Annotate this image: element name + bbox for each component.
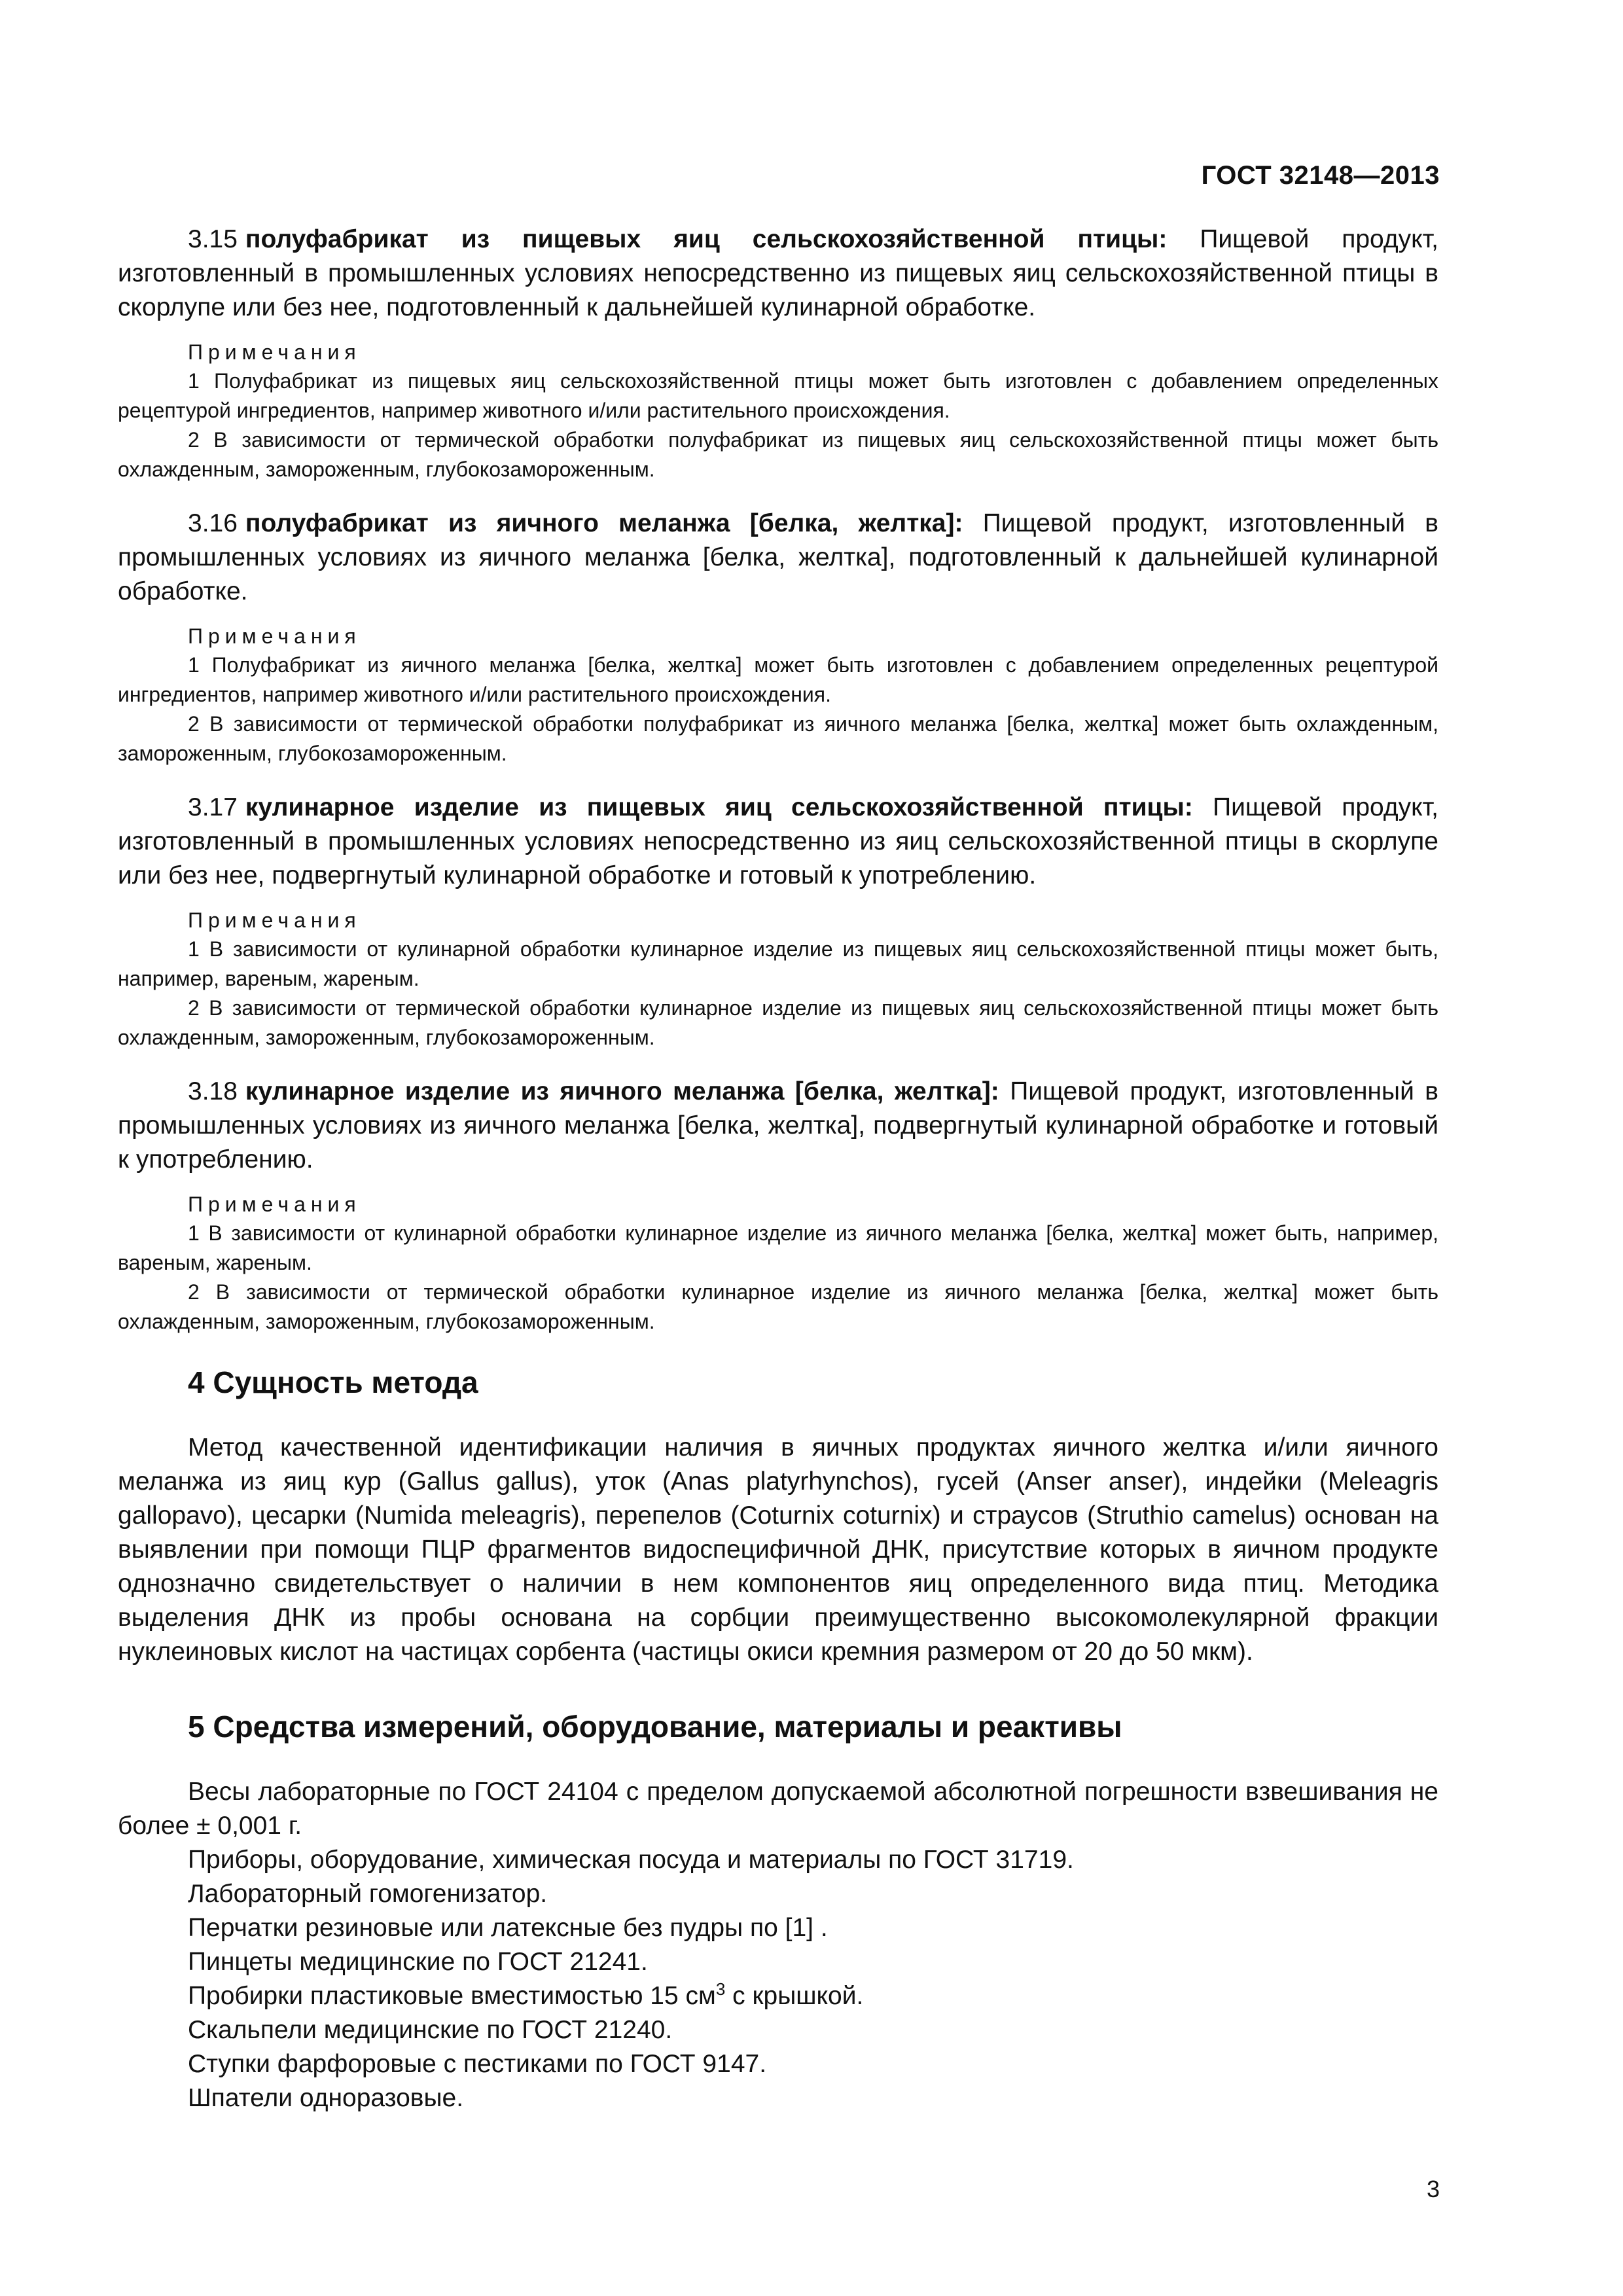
page-content [118,223,1438,2115]
notes-title: Примечания [188,1193,361,1216]
term-number: 3.18 [188,1077,238,1105]
term-definition: Пищевой продукт, изготовленный в промышленных условиях из яичного меланжа [белка, желтка], подвергнутый кулинарной обработке и готовый к употреблению. [118,1077,1438,1174]
term-number: 3.17 [188,793,238,821]
notes-3-18 [118,1190,1438,1336]
term-title: полуфабрикат из яичного меланжа [белка, желтка]: [245,509,963,537]
equipment-item: Скальпели медицинские по ГОСТ 21240. [188,2016,673,2044]
equipment-item: Приборы, оборудование, химическая посуда и материалы по ГОСТ 31719. [188,1846,1074,1874]
note-item: 2 В зависимости от термической обработки кулинарное изделие из пищевых яиц сельскохозяйственной птицы может быть охлажденным, замороженным, глубокозамороженным. [118,996,1438,1049]
term-title: полуфабрикат из пищевых яиц сельскохозяйственной птицы: [245,225,1168,253]
equipment-item: Пинцеты медицинские по ГОСТ 21241. [188,1948,648,1976]
term-3-17 [118,791,1438,893]
equipment-list [118,1775,1438,2115]
section-5-heading: 5 Средства измерений, оборудование, материалы и реактивы [188,1710,1122,1744]
term-number: 3.16 [188,509,238,537]
tube-text: Пробирки пластиковые вместимостью 15 см [188,1982,716,2010]
note-item: 2 В зависимости от термической обработки полуфабрикат из пищевых яиц сельскохозяйственной птицы может быть охлажденным, замороженным, глубокозамороженным. [118,428,1438,481]
note-item: 2 В зависимости от термической обработки полуфабрикат из яичного меланжа [белка, желтка] может быть охлажденным, замороженным, глубокозамороженным. [118,712,1438,765]
notes-3-16 [118,622,1438,768]
note-item: 1 В зависимости от кулинарной обработки кулинарное изделие из яичного меланжа [белка, желтка] может быть, например, вареным, жареным. [118,1221,1438,1274]
notes-title: Примечания [188,908,361,932]
equipment-item: Ступки фарфоровые с пестиками по ГОСТ 9147. [188,2050,767,2078]
equipment-item-tubes [118,1979,1438,2013]
equipment-item: Весы лабораторные по ГОСТ 24104 с пределом допускаемой абсолютной погрешности взвешивания не более ± 0,001 г. [118,1778,1438,1840]
note-item: 1 Полуфабрикат из яичного меланжа [белка, желтка] может быть изготовлен с добавлением определенных рецептурой ингредиентов, например животного и/или растительного происхождения. [118,653,1438,706]
section-4-paragraph: Метод качественной идентификации наличия в яичных продуктах яичного желтка и/или яичного меланжа из яиц кур (Gallus gallus), уток (Anas platyrhynchos), гусей (Anser anser), индейки (Meleagris gallopavo), цесарки (Numida meleagris), перепелов (Coturnix coturnix) и страусов (Struthio camelus) основан на выявлении при помощи ПЦР фрагментов видоспецифичной ДНК, присутствие которых в яичном продукте однозначно свидетельствует о наличии в нем компонентов яиц определенного вида птиц. Методика выделения ДНК из пробы основана на сорбции преимущественно высокомолекулярной фракции нуклеиновых кислот на частицах сорбента (частицы окиси кремния размером от 20 до 50 мкм). [118,1433,1438,1666]
term-title: кулинарное изделие из яичного меланжа [белка, желтка]: [245,1077,999,1105]
notes-title: Примечания [188,340,361,364]
notes-3-15 [118,338,1438,484]
term-definition: Пищевой продукт, изготовленный в промышленных условиях непосредственно из пищевых яиц сельскохозяйственной птицы в скорлупе или без нее, подготовленный к дальнейшей кулинарной обработке. [118,225,1438,321]
cubic-superscript: 3 [715,1979,726,1999]
section-4-heading: 4 Сущность метода [188,1365,478,1399]
note-item: 1 Полуфабрикат из пищевых яиц сельскохозяйственной птицы может быть изготовлен с добавлением определенных рецептурой ингредиентов, например животного и/или растительного происхождения. [118,369,1438,422]
equipment-item: Перчатки резиновые или латексные без пудры по [1] . [188,1914,828,1942]
page-number: 3 [1426,2176,1440,2202]
term-definition: Пищевой продукт, изготовленный в промышленных условиях из яичного меланжа [белка, желтка], подготовленный к дальнейшей кулинарной обработке. [118,509,1439,605]
term-3-18 [118,1075,1438,1177]
term-definition: Пищевой продукт, изготовленный в промышленных условиях непосредственно из яиц сельскохозяйственной птицы в скорлупе или без нее, подвергнутый кулинарной обработке и готовый к употреблению. [118,793,1438,889]
term-3-16 [118,507,1438,609]
equipment-item: Лабораторный гомогенизатор. [188,1880,548,1908]
term-number: 3.15 [188,225,238,253]
note-item: 1 В зависимости от кулинарной обработки кулинарное изделие из пищевых яиц сельскохозяйственной птицы может быть, например, вареным, жареным. [118,937,1438,990]
notes-title: Примечания [188,624,361,648]
tube-text-end: с крышкой. [725,1982,864,2010]
notes-3-17 [118,906,1438,1052]
equipment-item: Шпатели одноразовые. [188,2084,464,2112]
note-item: 2 В зависимости от термической обработки кулинарное изделие из яичного меланжа [белка, желтка] может быть охлажденным, замороженным, глубокозамороженным. [118,1280,1438,1333]
term-title: кулинарное изделие из пищевых яиц сельскохозяйственной птицы: [245,793,1193,821]
document-code: ГОСТ 32148—2013 [1201,161,1440,190]
term-3-15 [118,223,1438,325]
